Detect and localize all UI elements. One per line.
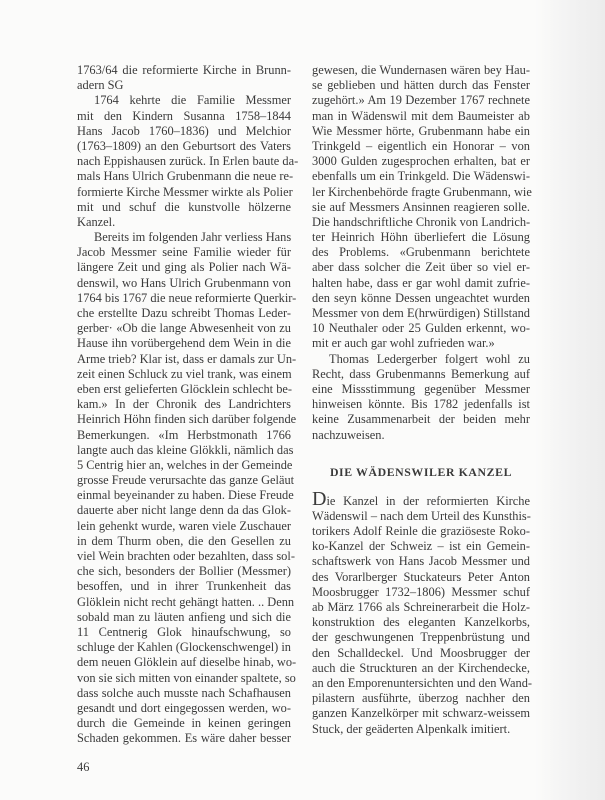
text-line: mit den Kindern Susanna 1758–1844 xyxy=(77,108,291,123)
text-line: auch die Struckturen an der Kirchendecke, xyxy=(312,660,530,675)
text-line: mals Hans Ulrich Grubenmann die neue re- xyxy=(77,169,294,184)
text-line xyxy=(312,487,530,510)
text-line: 11 Centnerig Glok hinaufschwung, so xyxy=(77,624,291,639)
text-line: durch die Gemeinde in keinen geringen xyxy=(77,716,291,731)
text-line: dem neuen Glöklein auf dieselbe hinab, wo- xyxy=(77,655,297,670)
text-line: nach Eppishausen zurück. In Erlen baute da- xyxy=(77,154,299,169)
text-line: Die handschriftliche Chronik von Landrich- xyxy=(312,214,531,229)
text-line: che sich, besonders der Bollier (Messmer) xyxy=(77,564,291,579)
text-line: 3000 Gulden zugesprochen erhalten, bat er xyxy=(312,154,530,169)
page-number: 46 xyxy=(77,760,90,774)
text-line: den Schalldeckel. Und Moosbrugger der xyxy=(312,645,530,660)
text-line: zeit einen Schluck zu viel trank, was einem xyxy=(77,366,292,381)
text-line: lein gehenkt wurde, waren viele Zuschauer xyxy=(77,518,291,533)
text-line: zugehört.» Am 19 Dezember 1767 rechnete xyxy=(312,93,530,108)
text-line: ganzen Kanzelkörper mit schwarz-weissem xyxy=(312,706,530,721)
text-line: mit und schuf die kunstvolle hölzerne xyxy=(77,199,291,214)
text-line: ler Kirchenbehörde fragte Grubenmann, wie xyxy=(312,184,532,199)
text-line: grosse Freude verursachte das ganze Geläut xyxy=(77,473,295,488)
text-line: des Problems. «Grubenmann berichtete xyxy=(312,245,530,260)
text-line: eben erst gelieferten Glöcklein schlecht be- xyxy=(77,381,293,396)
text-line: ter Heinrich Höhn überliefert die Lösung xyxy=(312,230,530,245)
text-line: der geschwungenen Treppenbrüstung und xyxy=(312,630,530,645)
text-line: in dem Thurm oben, die den Gesellen zu xyxy=(77,533,291,548)
text-line: Messmer von dem E(hrwürdigen) Stillstand xyxy=(312,306,530,320)
text-line: viel Wein brachten oder bezahlten, dass sol- xyxy=(77,549,295,563)
text-line: 10 Neuthaler oder 25 Gulden erkennt, wo- xyxy=(312,321,530,336)
text-line: pilastern ausführte, überzog nachher den xyxy=(312,691,530,706)
text-line: gewesen, die Wundernasen wären bey Hau- xyxy=(312,63,530,77)
text-line: mit er auch gar wohl zufrieden war.» xyxy=(312,336,495,351)
text-line: Kanzel. xyxy=(77,214,116,229)
text-line: von sie sich mitten von einander spaltete, so xyxy=(77,670,296,685)
text-line: ebenfalls um ein Trinkgeld. Die Wädenswi- xyxy=(312,169,530,184)
text-line: ab März 1766 als Schreinerarbeit die Holz- xyxy=(312,600,530,614)
text-line: 5 Centrig hier an, welches in der Gemeinde xyxy=(77,457,293,472)
text-line: 1763/64 die reformierte Kirche in Brunn- xyxy=(77,63,291,77)
text-line: se geblieben und hätten durch das Fenster xyxy=(312,78,530,93)
text-line: che erstellte Dazu schreibt Thomas Leder- xyxy=(77,306,291,320)
text-line: Glöklein nicht recht gehängt hatten. .. Denn xyxy=(77,594,295,609)
text-line: dass solche auch musste nach Schafhausen xyxy=(77,685,291,700)
text-line: Thomas Ledergerber folgert wohl zu xyxy=(329,351,530,366)
text-line: Heinrich Höhn finden sich darüber folgende xyxy=(77,412,297,427)
text-line: schluge der Kahlen (Glockenschwengel) in xyxy=(77,640,292,655)
text-line: gesandt und dort eingegossen werden, wo- xyxy=(77,700,291,715)
text-line: Bemerkungen. «Im Herbstmonath 1766 xyxy=(77,427,291,442)
text-line: Recht, dass Grubenmanns Bemerkung auf xyxy=(312,366,530,381)
text-line: nachzuweisen. xyxy=(312,427,385,442)
text-line: gerber· «Ob die lange Abwesenheit von zu xyxy=(77,321,291,336)
text-line: aber dass solcher die Zeit über so viel er- xyxy=(312,260,530,275)
text-line: halten habe, dass er gar wohl damit zufrie- xyxy=(312,275,530,290)
text-line: (1763–1809) an den Geburtsort des Vaters xyxy=(77,138,291,153)
text-line: Bereits im folgenden Jahr verliess Hans xyxy=(94,230,292,245)
left-text-column xyxy=(77,63,299,746)
text-line: sobald man zu läuten anfieng und sich die xyxy=(77,609,291,624)
text-line: Jacob Messmer seine Familie wieder für xyxy=(77,245,291,260)
text-line: den seyn könne Dessen ungeachtet wurden xyxy=(312,290,530,305)
text-line: Trinkgeld – eigentlich ein Honorar – von xyxy=(312,138,530,153)
text-line: denswil, wo Hans Ulrich Grubenmann von xyxy=(77,275,291,290)
text-line: 1764 bis 1767 die neue reformierte Querkir- xyxy=(77,290,297,305)
section-heading: DIE WÄDENSWILER KANZEL xyxy=(329,464,513,479)
text-line-rest: ie Kanzel in der reformierten Kirche xyxy=(326,493,530,508)
text-line: konstruktion des eleganten Kanzelkorbs, xyxy=(312,615,530,630)
text-line: adern SG xyxy=(77,78,124,93)
text-line: hinweisen könnte. Bis 1782 jedenfalls ist xyxy=(312,397,530,412)
text-line: langte auch das kleine Glökkli, nämlich das xyxy=(77,442,294,457)
text-line: längere Zeit und ging als Polier nach Wä- xyxy=(77,260,291,275)
text-line: sie auf Messmers Ansinnen reagieren solle. xyxy=(312,199,530,214)
text-line: eine Missstimmung gegenüber Messmer xyxy=(312,381,530,396)
text-line: ko-Kanzel der Schweiz – ist ein Gemein- xyxy=(312,539,530,554)
text-line: Moosbrugger 1732–1806) Messmer schuf xyxy=(312,584,530,599)
text-line: man in Wädenswil mit dem Baumeister ab xyxy=(312,108,530,123)
drop-cap: D xyxy=(312,487,327,510)
text-line: Wädenswil – nach dem Urteil des Kunsthis- xyxy=(312,508,531,523)
text-line: dauerte aber nicht lange denn da das Glok- xyxy=(77,503,291,518)
page-edge-shadow xyxy=(535,0,605,800)
text-line: Schaden gekommen. Es wäre daher besser xyxy=(77,731,291,746)
text-line: Wie Messmer hörte, Grubenmann habe ein xyxy=(312,123,530,138)
text-line: kam.» In der Chronik des Landrichters xyxy=(77,397,291,412)
text-line: des Vorarlberger Stuckateurs Peter Anton xyxy=(312,569,530,584)
text-line: formierte Kirche Messmer wirkte als Polier xyxy=(77,184,293,199)
text-line: schaftswerk von Hans Jacob Messmer und xyxy=(312,554,530,569)
text-line: an den Emporenuntersichten und den Wand- xyxy=(312,675,533,690)
text-line: keine Zusammenarbeit der beiden mehr xyxy=(312,412,530,427)
text-line: Hans Jacob 1760–1836) und Melchior xyxy=(77,123,291,138)
right-text-column xyxy=(312,63,533,737)
text-line: Hause ihn vorübergehend dem Wein in die xyxy=(77,336,291,351)
text-line: Arme trieb? Klar ist, dass er damals zur Un- xyxy=(77,351,297,366)
text-line: besoffen, und in ihrer Trunkenheit das xyxy=(77,579,291,594)
text-line: 1764 kehrte die Familie Messmer xyxy=(94,93,291,108)
text-line: einmal beyeinander zu haben. Diese Freude xyxy=(77,488,294,503)
text-line: torikers Adolf Reinle die graziöseste Roko- xyxy=(312,524,530,539)
text-line: Stuck, der geäderten Alpenkalk imitiert. xyxy=(312,721,511,736)
